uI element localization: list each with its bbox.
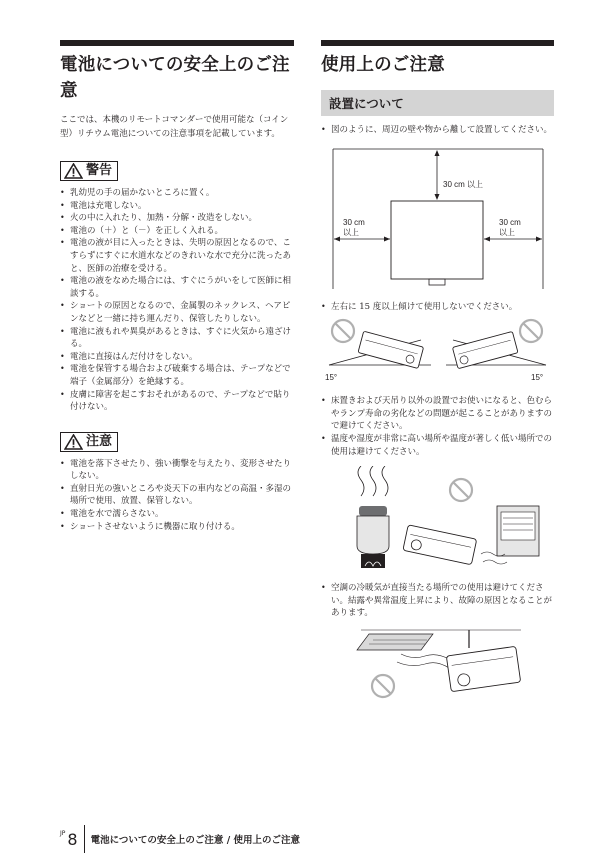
list-item: • 図のように、周辺の壁や物から離して設置してください。 [321,124,554,137]
page-footer [60,824,300,854]
list-item: • 火の中に入れたり、加熱・分解・改造をしない。 [60,212,294,225]
tilt-diagram [321,317,554,387]
caution-block [60,432,294,534]
install-list-3 [321,395,554,458]
caution-text: 注意 [86,433,113,449]
list-item: • 皮膚に障害を起こすおそれがあるので、テープなどで貼り付けない。 [60,389,294,414]
prohibited-icon [372,675,394,697]
list-item: • 電池に直接はんだ付けをしない。 [60,351,294,364]
prohibited-icon [332,320,354,342]
caution-label [60,432,118,452]
page-number: 8 [67,829,78,849]
projector-topview [391,201,483,279]
list-item: • ショートの原因となるので、金属製のネックレス、ヘアピンなどと一緒に持ち運んだり、保管したりしない。 [60,300,294,325]
list-item: • 電池に液もれや異臭があるときは、すぐに火気から遠ざける。 [60,326,294,351]
left-angle-label: 15° [325,373,338,383]
list-item: • 電池の液が目に入ったときは、失明の原因となるので、こすらずにすぐに水道水などのきれいな水で充分に洗ったあと、医師の治療を受ける。 [60,237,294,275]
list-item: • 乳幼児の手の届かないところに置く。 [60,187,294,200]
top-clearance-label: 30 cm 以上 [443,179,484,189]
list-item: • 電池を保管する場合および破棄する場合は、テープなどで端子（金属部分）を絶縁する。 [60,363,294,388]
right-column [321,40,554,708]
left-clearance-label-2: 以上 [343,227,359,237]
list-item: • 電池は充電しない。 [60,200,294,213]
left-column [60,40,294,533]
install-list-2 [321,301,554,314]
title-rule [321,40,554,46]
install-list-1 [321,124,554,137]
clearance-diagram [321,141,554,291]
list-item: • 電池を水で濡らさない。 [60,508,294,521]
warning-block [60,161,294,414]
footer-title: 電池についての安全上のご注意 / 使用上のご注意 [90,835,300,846]
prohibited-icon [450,479,472,501]
warning-label [60,161,118,181]
installation-heading: 設置について [321,90,554,116]
right-angle-label: 15° [531,373,544,383]
list-item: • 電池の液をなめた場合には、すぐにうがいをして医師に相談する。 [60,275,294,300]
list-item: • 直射日光の強いところや炎天下の車内などの高温・多湿の場所で使用、放置、保管しない。 [60,483,294,508]
heat-humidity-illustration [321,466,554,576]
battery-intro: ここでは、本機のリモートコマンダーで使用可能な（コイン型）リチウム電池についての注意事項を記載しています。 [60,115,289,139]
list-item: • 電池を落下させたり、強い衝撃を与えたり、変形させたりしない。 [60,458,294,483]
list-item: • 電池の（＋）と（－）を正しく入れる。 [60,225,294,238]
right-clearance-label-2: 以上 [499,227,515,237]
caution-list [60,458,294,534]
warning-triangle-icon [64,163,83,179]
title-rule [60,40,294,46]
list-item: • 床置きおよび天吊り以外の設置でお使いになると、色むらやランプ寿命の劣化などの問題が起こることがありますので避けてください。 [321,395,554,433]
list-item: • 温度や湿度が非常に高い場所や温度が著しく低い場所での使用は避けてください。 [321,433,554,458]
warning-text: 警告 [86,163,113,178]
caution-triangle-icon [64,434,83,450]
prohibited-icon [520,320,542,342]
usage-caution-title: 使用上のご注意 [321,55,445,75]
right-clearance-label-1: 30 cm [499,217,521,227]
list-item: • 空調の冷暖気が直接当たる場所での使用は避けてください。結露や異常温度上昇により、故障の原因となることがあります。 [321,582,554,620]
left-clearance-label-1: 30 cm [343,217,365,227]
language-code: JP [60,830,66,837]
list-item: • 左右に 15 度以上傾けて使用しないでください。 [321,301,554,314]
list-item: • ショートさせないように機器に取り付ける。 [60,521,294,534]
battery-safety-title: 電池についての安全上のご注意 [60,55,290,101]
install-list-4 [321,582,554,620]
footer-divider [84,825,85,853]
air-conditioner-illustration [321,628,554,708]
warning-list [60,187,294,414]
